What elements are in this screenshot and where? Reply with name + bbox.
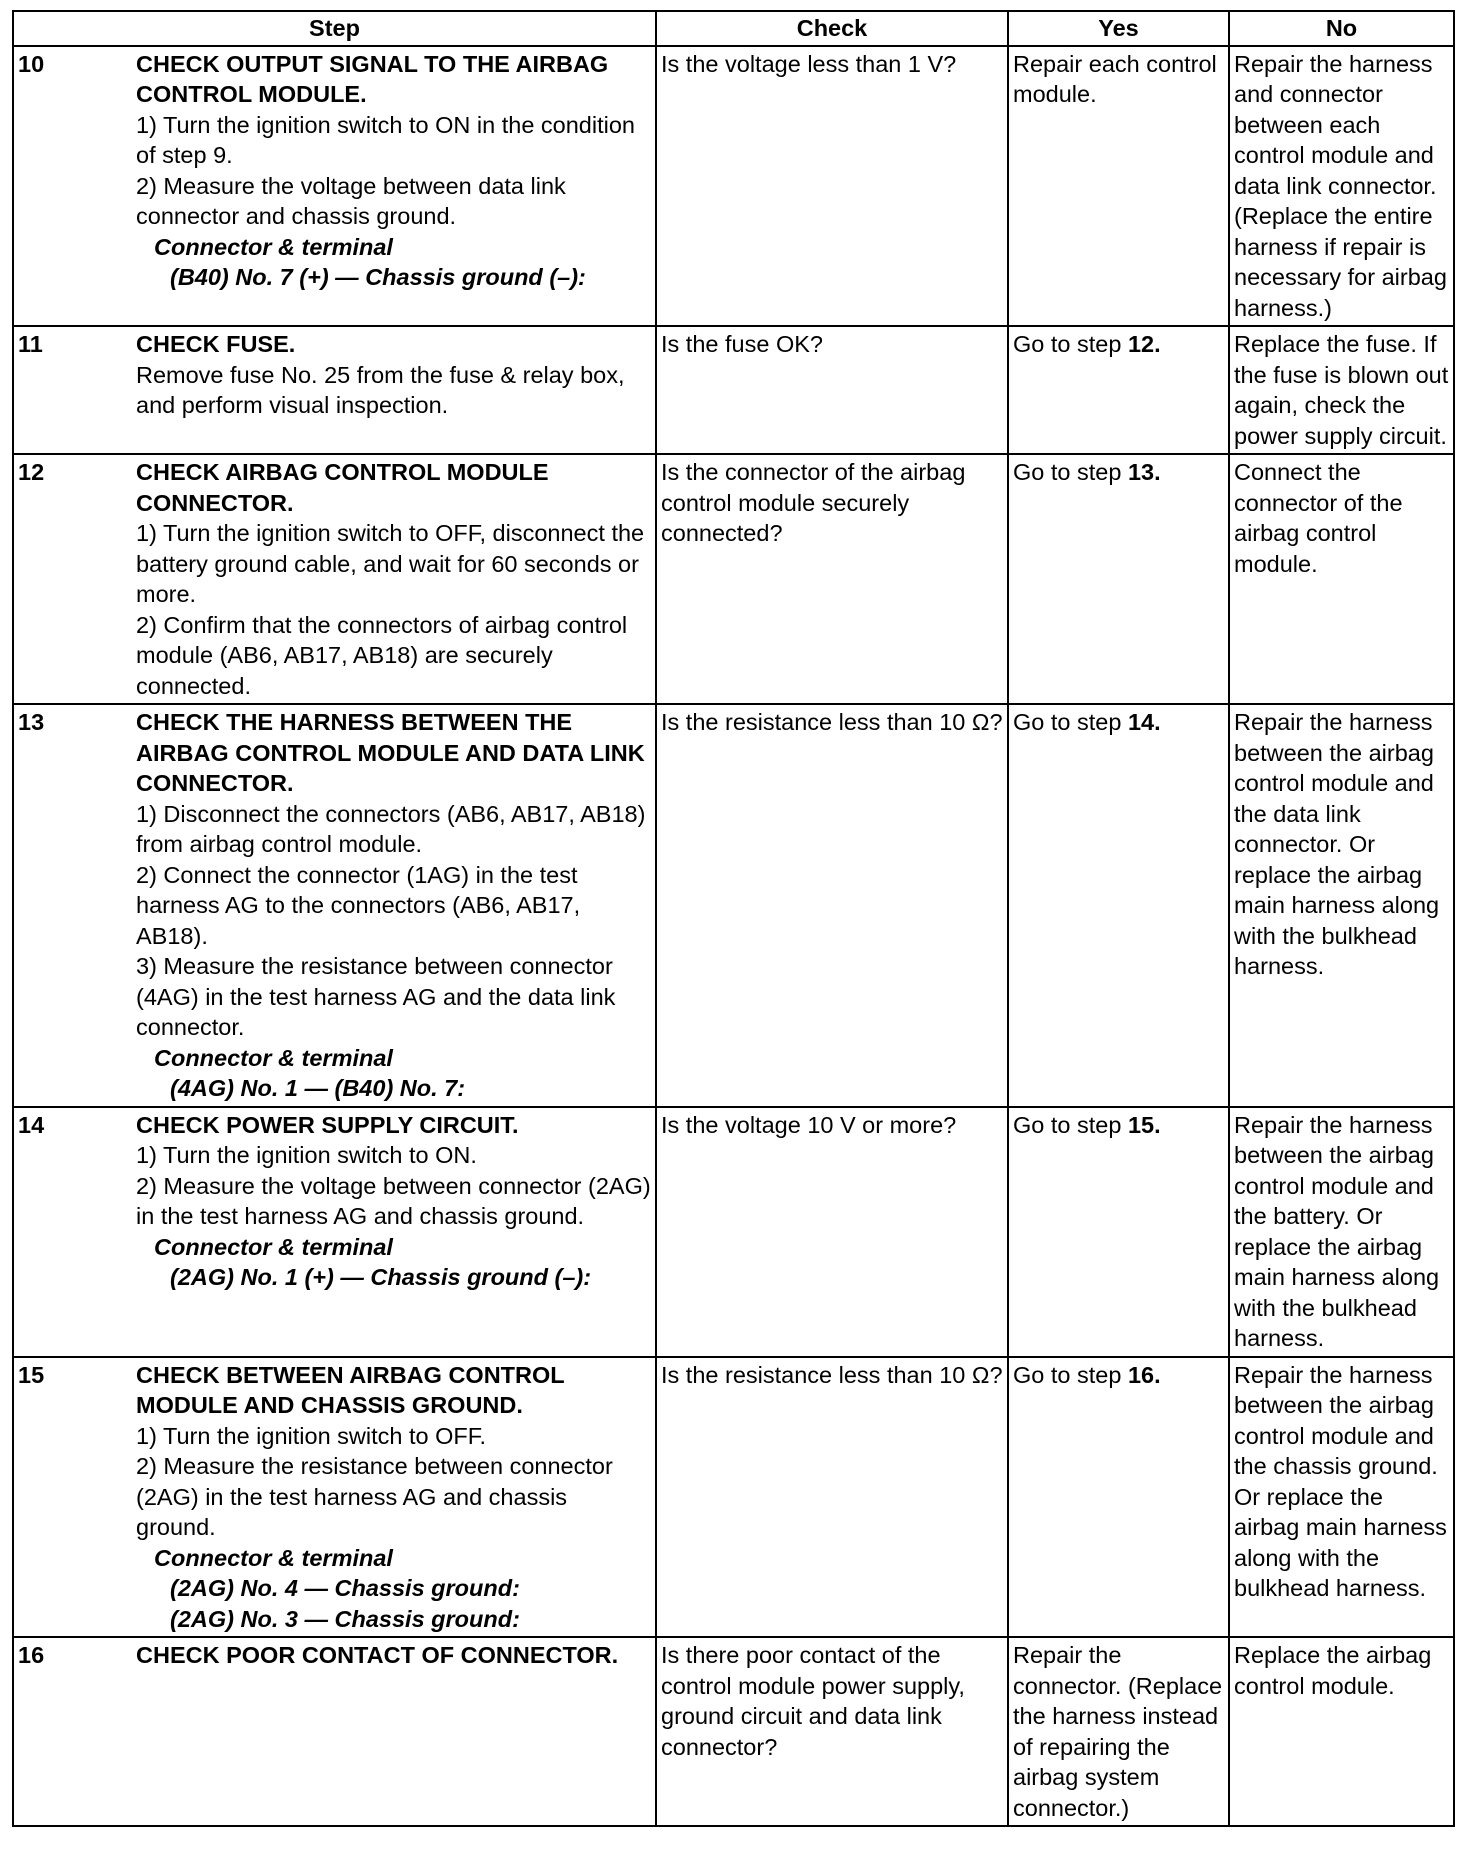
step-instructions — [136, 1140, 651, 1232]
instruction-line: 1) Disconnect the connectors (AB6, AB17, AB18) from airbag control module. — [136, 800, 646, 857]
yes-text: Repair each control module. — [1013, 50, 1217, 107]
no-cell: Repair the harness and connector between each control module and data link connector. (Replace the entire harness if repair is necessary for airbag harness.) — [1229, 46, 1454, 327]
step-instructions — [136, 110, 651, 232]
step-body — [136, 49, 651, 293]
step-number: 10 — [18, 50, 45, 77]
step-instructions — [136, 518, 651, 701]
no-cell: Replace the airbag control module. — [1229, 1637, 1454, 1826]
step-cell — [13, 1637, 656, 1826]
header-yes: Yes — [1008, 11, 1229, 46]
connector-terminal-item: (4AG) No. 1 — (B40) No. 7: — [170, 1075, 466, 1101]
step-title: CHECK AIRBAG CONTROL MODULE CONNECTOR. — [136, 459, 549, 516]
check-cell: Is there poor contact of the control module power supply, ground circuit and data link connector? — [656, 1637, 1008, 1826]
header-step: Step — [13, 11, 656, 46]
table-body — [13, 46, 1454, 1827]
step-cell — [13, 454, 656, 704]
diagnostic-table — [12, 10, 1455, 1827]
no-cell: Repair the harness between the airbag control module and the battery. Or replace the airbag main harness along with the bulkhead harness. — [1229, 1107, 1454, 1357]
step-number: 16 — [18, 1642, 45, 1668]
connector-terminal-heading: Connector & terminal — [154, 1044, 393, 1071]
step-title: CHECK THE HARNESS BETWEEN THE AIRBAG CONTROL MODULE AND DATA LINK CONNECTOR. — [136, 709, 645, 796]
step-number: 11 — [18, 331, 43, 357]
instruction-line: 1) Turn the ignition switch to OFF, disconnect the battery ground cable, and wait for 60 seconds or more. — [136, 520, 645, 607]
connector-terminal-block — [136, 1043, 651, 1104]
table-header-row — [13, 11, 1454, 46]
table-row — [13, 704, 1454, 1107]
instruction-line: 1) Turn the ignition switch to OFF. — [136, 1422, 487, 1449]
yes-text: Go to step — [1013, 1361, 1128, 1388]
yes-step-number: 12. — [1127, 331, 1161, 357]
step-body — [136, 1360, 651, 1635]
table-row — [13, 1637, 1454, 1826]
yes-cell — [1008, 46, 1229, 327]
step-body — [136, 707, 651, 1104]
connector-terminal-heading: Connector & terminal — [154, 233, 393, 260]
connector-terminal-heading: Connector & terminal — [154, 1544, 393, 1571]
no-cell: Repair the harness between the airbag control module and the data link connector. Or replace the airbag main harness along with the bulkhead harness. — [1229, 704, 1454, 1107]
yes-cell — [1008, 704, 1229, 1107]
step-cell — [13, 326, 656, 454]
yes-step-number: 13. — [1127, 459, 1161, 485]
step-body — [136, 329, 651, 421]
step-number: 15 — [18, 1361, 45, 1388]
connector-terminal-item: (2AG) No. 4 — Chassis ground: — [170, 1575, 520, 1601]
instruction-line: 2) Measure the voltage between data link connector and chassis ground. — [136, 172, 566, 229]
step-number: 13 — [18, 709, 45, 735]
step-title: CHECK OUTPUT SIGNAL TO THE AIRBAG CONTROL MODULE. — [136, 50, 609, 107]
header-no: No — [1229, 11, 1454, 46]
step-title: CHECK BETWEEN AIRBAG CONTROL MODULE AND CHASSIS GROUND. — [136, 1361, 565, 1418]
yes-text: Repair the connector. (Replace the harness instead of repairing the airbag system connector.) — [1013, 1642, 1223, 1821]
connector-terminal-item: (2AG) No. 3 — Chassis ground: — [170, 1605, 520, 1632]
step-body — [136, 1640, 651, 1671]
table-row — [13, 1357, 1454, 1638]
step-cell — [13, 1357, 656, 1638]
no-cell: Connect the connector of the airbag control module. — [1229, 454, 1454, 704]
yes-step-number: 14. — [1127, 709, 1161, 735]
instruction-line: 2) Connect the connector (1AG) in the test harness AG to the connectors (AB6, AB17, AB18). — [136, 861, 581, 949]
yes-cell — [1008, 454, 1229, 704]
step-title: CHECK POOR CONTACT OF CONNECTOR. — [136, 1642, 619, 1668]
header-check: Check — [656, 11, 1008, 46]
step-body — [136, 457, 651, 701]
step-body — [136, 1110, 651, 1293]
check-cell: Is the resistance less than 10 Ω? — [656, 704, 1008, 1107]
check-cell: Is the resistance less than 10 Ω? — [656, 1357, 1008, 1638]
connector-terminal-block — [136, 232, 651, 293]
instruction-line: 1) Turn the ignition switch to ON in the condition of step 9. — [136, 111, 635, 168]
yes-step-number: 15. — [1127, 1111, 1161, 1138]
step-number: 12 — [18, 459, 45, 485]
step-number: 14 — [18, 1111, 45, 1138]
table-row — [13, 1107, 1454, 1357]
yes-cell — [1008, 326, 1229, 454]
instruction-line: 1) Turn the ignition switch to ON. — [136, 1142, 477, 1168]
instruction-line: 2) Measure the voltage between connector (2AG) in the test harness AG and chassis ground. — [136, 1172, 651, 1229]
check-cell: Is the connector of the airbag control module securely connected? — [656, 454, 1008, 704]
step-instructions — [136, 360, 651, 421]
check-cell: Is the voltage 10 V or more? — [656, 1107, 1008, 1357]
instruction-line: Remove fuse No. 25 from the fuse & relay box, and perform visual inspection. — [136, 361, 625, 418]
step-instructions — [136, 1421, 651, 1543]
yes-text: Go to step — [1013, 459, 1128, 485]
connector-terminal-block — [136, 1543, 651, 1635]
check-cell: Is the voltage less than 1 V? — [656, 46, 1008, 327]
yes-cell — [1008, 1357, 1229, 1638]
table-row — [13, 326, 1454, 454]
step-title: CHECK POWER SUPPLY CIRCUIT. — [136, 1111, 519, 1138]
no-cell: Replace the fuse. If the fuse is blown out again, check the power supply circuit. — [1229, 326, 1454, 454]
connector-terminal-item: (2AG) No. 1 (+) — Chassis ground (–): — [170, 1264, 592, 1290]
connector-terminal-block — [136, 1232, 651, 1293]
instruction-line: 2) Measure the resistance between connector (2AG) in the test harness AG and chassis ground. — [136, 1453, 613, 1540]
no-cell: Repair the harness between the airbag control module and the chassis ground. Or replace the airbag main harness along with the bulkhead harness. — [1229, 1357, 1454, 1638]
yes-cell — [1008, 1637, 1229, 1826]
check-cell: Is the fuse OK? — [656, 326, 1008, 454]
step-instructions — [136, 799, 651, 1043]
connector-terminal-item: (B40) No. 7 (+) — Chassis ground (–): — [170, 264, 586, 290]
step-cell — [13, 46, 656, 327]
instruction-line: 2) Confirm that the connectors of airbag control module (AB6, AB17, AB18) are securely connected. — [136, 611, 628, 699]
step-cell — [13, 1107, 656, 1357]
yes-step-number: 16. — [1127, 1361, 1161, 1388]
table-row — [13, 454, 1454, 704]
connector-terminal-heading: Connector & terminal — [154, 1233, 393, 1260]
yes-text: Go to step — [1013, 1111, 1128, 1138]
diagnostic-table-wrapper — [12, 10, 1453, 1827]
yes-text: Go to step — [1013, 331, 1128, 357]
step-title: CHECK FUSE. — [136, 331, 296, 357]
yes-cell — [1008, 1107, 1229, 1357]
instruction-line: 3) Measure the resistance between connector (4AG) in the test harness AG and the data link connector. — [136, 953, 616, 1040]
table-row — [13, 46, 1454, 327]
step-cell — [13, 704, 656, 1107]
yes-text: Go to step — [1013, 709, 1128, 735]
